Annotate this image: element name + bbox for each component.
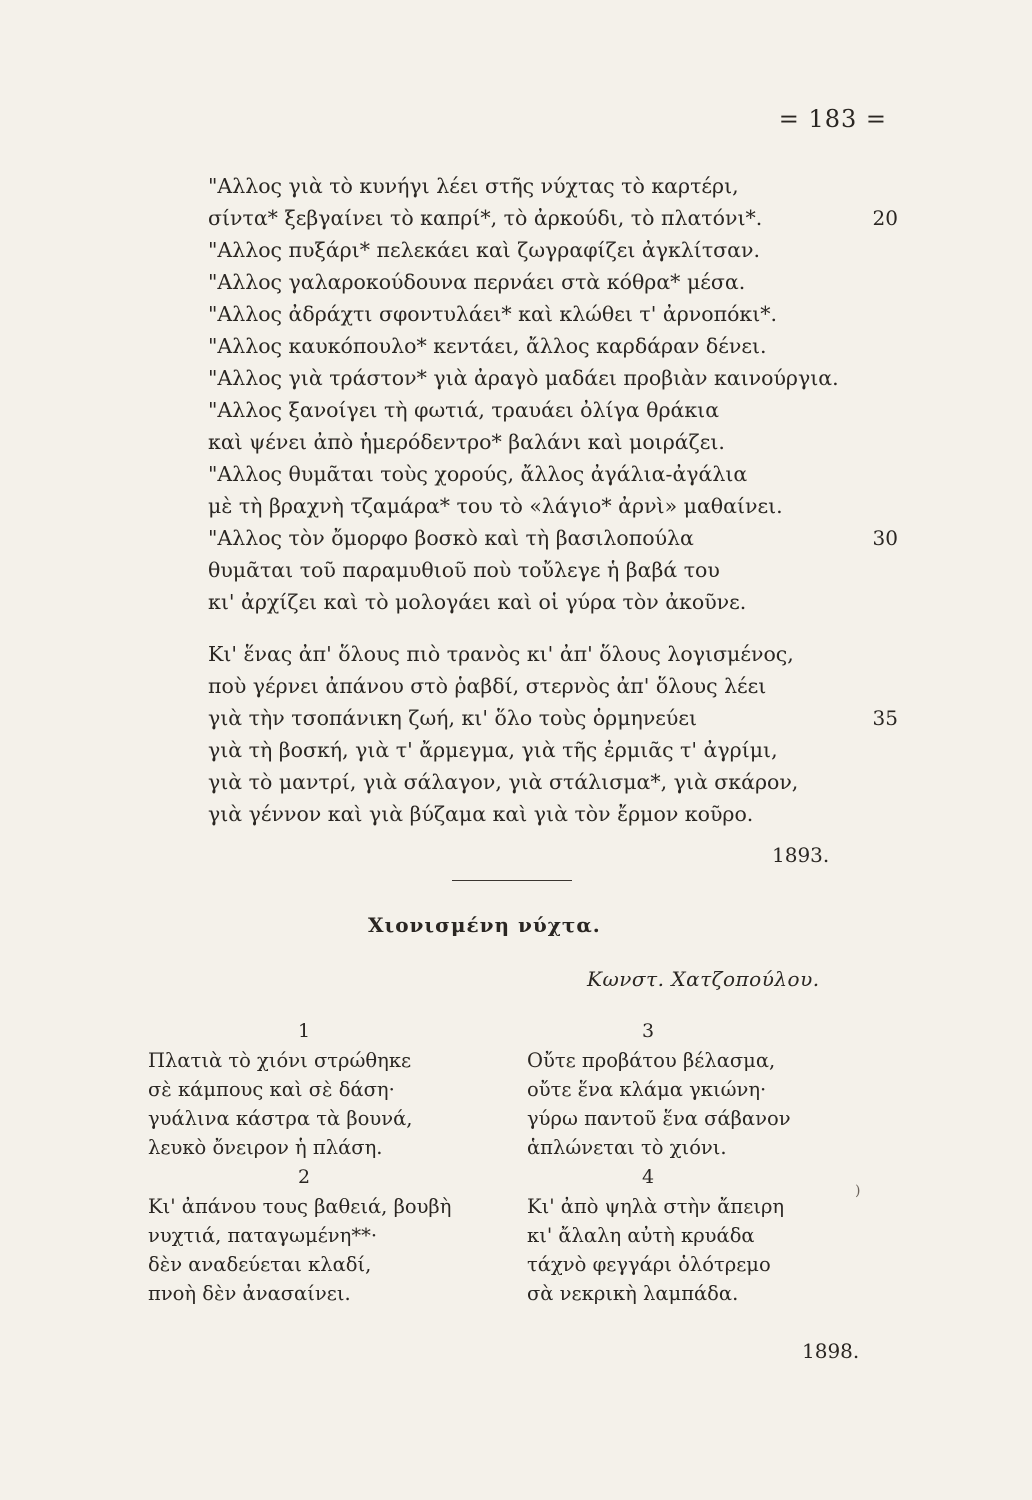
line-number: 35	[872, 706, 898, 730]
poem-line-text: "Αλλος ξανοίγει τὴ φωτιά, τραυάει ὀλίγα θράκια	[208, 398, 720, 422]
poem-line: ἁπλώνεται τὸ χιόνι.	[527, 1136, 727, 1159]
poem-line: γυάλινα κάστρα τὰ βουνά,	[148, 1107, 413, 1130]
poem-line: Οὔτε προβάτου βέλασμα,	[527, 1049, 776, 1072]
stanza-number: 2	[297, 1166, 311, 1188]
poem-line-text: καὶ ψένει ἀπὸ ἡμερόδεντρο* βαλάνι καὶ μοιράζει.	[208, 430, 725, 454]
poem-line: λευκὸ ὄνειρον ἡ πλάση.	[148, 1136, 383, 1159]
poem-line: γύρω παντοῦ ἕνα σάβανον	[527, 1107, 791, 1130]
poem-line	[208, 638, 898, 670]
poem-line-text: "Αλλος θυμᾶται τοὺς χορούς, ἄλλος ἀγάλια-ἀγάλια	[208, 462, 748, 486]
poem-line-text: "Αλλος τὸν ὄμορφο βοσκὸ καὶ τὴ βασιλοπούλα	[208, 526, 694, 550]
stanza-gap	[208, 618, 898, 638]
poem-line-text: "Αλλος καυκόπουλο* κεντάει, ἄλλος καρδάραν δένει.	[208, 334, 767, 358]
margin-mark: )	[855, 1183, 861, 1199]
stanza-number: 1	[297, 1020, 311, 1042]
poem-line: τάχνὸ φεγγάρι ὁλότρεμο	[527, 1253, 771, 1276]
poem-line	[208, 522, 898, 554]
poem-line: δὲν αναδεύεται κλαδί,	[148, 1253, 372, 1276]
poem-line	[208, 426, 898, 458]
poem-two-title: Χιονισμένη νύχτα.	[368, 913, 601, 937]
poem-line: σὰ νεκρικὴ λαμπάδα.	[527, 1282, 739, 1305]
poem-line-text: κι' ἀρχίζει καὶ τὸ μολογάει καὶ οἱ γύρα τὸν ἀκοῦνε.	[208, 590, 747, 614]
poem-line-text: γιὰ τὴν τσοπάνικη ζωή, κι' ὅλο τοὺς ὁρμηνεύει	[208, 706, 698, 730]
poem-line-text: Κι' ἕνας ἀπ' ὅλους πιὸ τρανὸς κι' ἀπ' ὅλους λογισμένος,	[208, 642, 794, 666]
poem-line: Κι' ἀπὸ ψηλὰ στὴν ἄπειρη	[527, 1195, 785, 1218]
poem-line: οὔτε ἕνα κλάμα γκιώνη·	[527, 1078, 767, 1101]
poem-line	[208, 734, 898, 766]
poem-line-text: ποὺ γέρνει ἀπάνου στὸ ῥαβδί, στερνὸς ἀπ' ὅλους λέει	[208, 674, 767, 698]
poem-line: Πλατιὰ τὸ χιόνι στρώθηκε	[148, 1049, 412, 1072]
poem-line	[208, 458, 898, 490]
poem-line-text: "Αλλος πυξάρι* πελεκάει καὶ ζωγραφίζει ἀγκλίτσαν.	[208, 238, 760, 262]
poem-line: πνοὴ δὲν ἀνασαίνει.	[148, 1282, 351, 1305]
poem-two-left-column	[148, 1016, 508, 1308]
poem-line-text: "Αλλος γαλαροκούδουνα περνάει στὰ κόθρα* μέσα.	[208, 270, 746, 294]
poem-line	[208, 586, 898, 618]
poem-line-text: θυμᾶται τοῦ παραμυθιοῦ ποὺ τοὔλεγε ἡ βαβά του	[208, 558, 720, 582]
stanza-number: 3	[641, 1020, 655, 1042]
poem-line-text: γιὰ τὴ βοσκή, γιὰ τ' ἄρμεγμα, γιὰ τῆς ἐρμιᾶς τ' ἀγρίμι,	[208, 738, 778, 762]
section-divider	[452, 880, 572, 881]
poem-line	[208, 266, 898, 298]
poem-line	[208, 798, 898, 830]
poem-line: κι' ἄλαλη αὐτὴ κρυάδα	[527, 1224, 755, 1247]
poem-two-author: Κωνστ. Χατζοπούλου.	[587, 967, 820, 991]
stanza-number: 4	[641, 1166, 655, 1188]
line-number: 30	[872, 526, 898, 550]
poem-line-text: "Αλλος γιὰ τὸ κυνήγι λέει στῆς νύχτας τὸ καρτέρι,	[208, 174, 739, 198]
poem-line	[208, 362, 898, 394]
poem-line: Κι' ἀπάνου τους βαθειά, βουβὴ	[148, 1195, 452, 1218]
poem-line-text: "Αλλος γιὰ τράστον* γιὰ ἀραγὸ μαδάει προβιὰν καινούργια.	[208, 366, 839, 390]
poem-line	[208, 702, 898, 734]
poem-line	[208, 170, 898, 202]
poem-line	[208, 490, 898, 522]
poem-line	[208, 298, 898, 330]
line-number: 20	[872, 206, 898, 230]
poem-line: νυχτιά, παταγωμένη**·	[148, 1224, 378, 1247]
poem-line	[208, 394, 898, 426]
poem-line-text: "Αλλος ἀδράχτι σφοντυλάει* καὶ κλώθει τ' ἀρνοπόκι*.	[208, 302, 778, 326]
poem-one-date: 1893.	[772, 843, 830, 867]
poem-line	[208, 330, 898, 362]
poem-two-date: 1898.	[802, 1339, 860, 1363]
poem-line	[208, 670, 898, 702]
poem-line-text: μὲ τὴ βραχνὴ τζαμάρα* του τὸ «λάγιο* ἀρνὶ» μαθαίνει.	[208, 494, 783, 518]
poem-line	[208, 202, 898, 234]
poem-line	[208, 766, 898, 798]
poem-line	[208, 234, 898, 266]
poem-two-right-column	[527, 1016, 887, 1308]
poem-line: σὲ κάμπους καὶ σὲ δάση·	[148, 1078, 395, 1101]
poem-line	[208, 554, 898, 586]
poem-line-text: σίντα* ξεβγαίνει τὸ καπρί*, τὸ ἀρκούδι, τὸ πλατόνι*.	[208, 206, 763, 230]
poem-line-text: γιὰ γέννον καὶ γιὰ βύζαμα καὶ γιὰ τὸν ἔρμον κοῦρο.	[208, 802, 754, 826]
page-number: = 183 =	[778, 105, 887, 133]
poem-line-text: γιὰ τὸ μαντρί, γιὰ σάλαγον, γιὰ στάλισμα*, γιὰ σκάρον,	[208, 770, 799, 794]
poem-one	[208, 170, 898, 830]
